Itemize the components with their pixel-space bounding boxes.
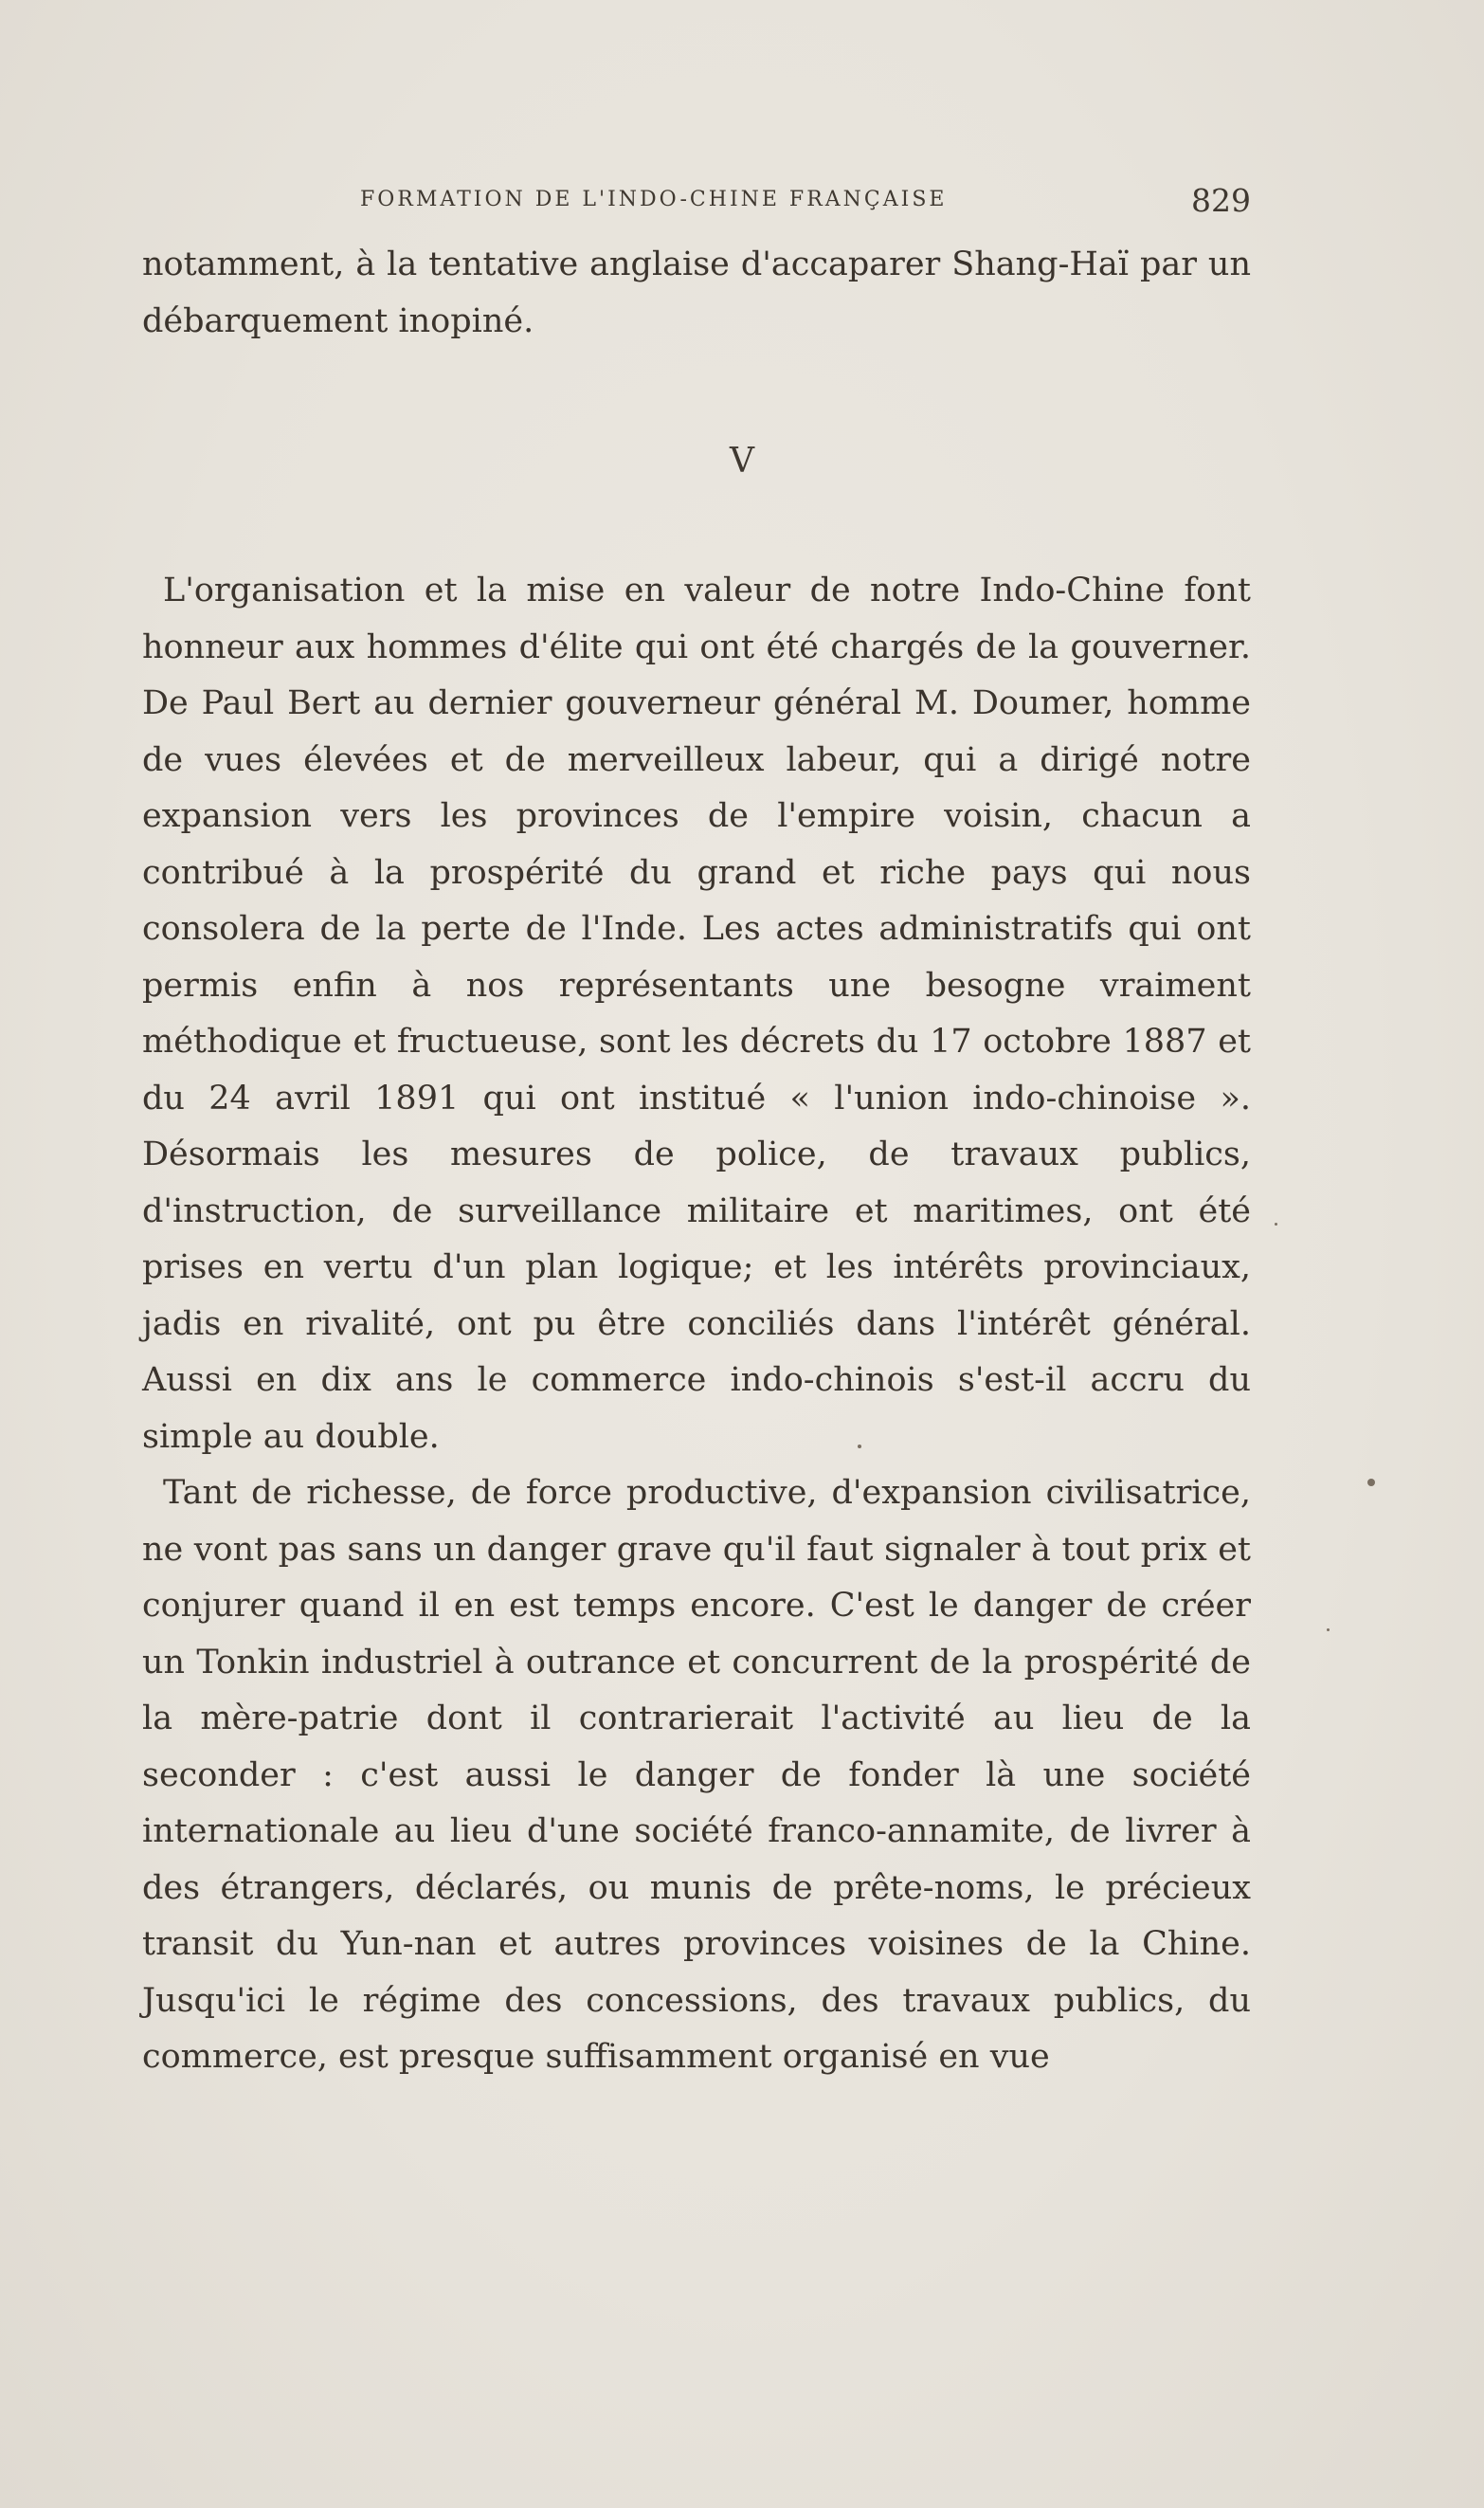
page-number: 829 xyxy=(1191,182,1251,219)
body-text xyxy=(142,563,1251,2086)
paragraph-2: Tant de richesse, de force productive, d'expansion civilisatrice, ne vont pas sans un danger grave qu'il faut signaler à tout prix et conjurer quand il en est temps encore. C'est le danger de créer un Tonkin industriel à outrance et concurrent de la prospérité de la mère-patrie dont il contrarierait l'activité au lieu de la seconder : c'est aussi le danger de fonder là une société internationale au lieu d'une société franco-annamite, de livrer à des étrangers, déclarés, ou munis de prête-noms, le précieux transit du Yun-nan et autres provinces voisines de la Chine. Jusqu'ici le régime des concessions, des travaux publics, du commerce, est presque suffisamment organisé en vue xyxy=(142,1474,1251,2076)
paper-speck xyxy=(858,1445,861,1448)
paper-speck xyxy=(1367,1479,1375,1486)
paper-speck xyxy=(1327,1628,1330,1631)
page-header xyxy=(142,182,1251,220)
running-head: FORMATION DE L'INDO-CHINE FRANÇAISE xyxy=(360,188,948,211)
paper-speck xyxy=(1275,1223,1277,1226)
section-heading: V xyxy=(730,442,754,481)
continuation-text: notamment, à la tentative anglaise d'accaparer Shang-Haï par un débarquement inopiné. xyxy=(142,245,1251,340)
continuation-paragraph xyxy=(142,237,1251,350)
paragraph-1: L'organisation et la mise en valeur de notre Indo-Chine font honneur aux hommes d'élite qui ont été chargés de la gouverner. De Paul Bert au dernier gouverneur général M. Doumer, homme de vues élevées et de merveilleux labeur, qui a dirigé notre expansion vers les provinces de l'empire voisin, chacun a contribué à la prospérité du grand et riche pays qui nous consolera de la perte de l'Inde. Les actes administratifs qui ont permis enfin à nos représentants une besogne vraiment méthodique et fructueuse, sont les décrets du 17 octobre 1887 et du 24 avril 1891 qui ont institué « l'union indo-chinoise ». Désormais les mesures de police, de travaux publics, d'instruction, de surveillance militaire et maritimes, ont été prises en vertu d'un plan logique; et les intérêts provinciaux, jadis en rivalité, ont pu être conciliés dans l'intérêt général. Aussi en dix ans le commerce indo-chinois s'est-il accru du simple au double. xyxy=(142,572,1251,1456)
